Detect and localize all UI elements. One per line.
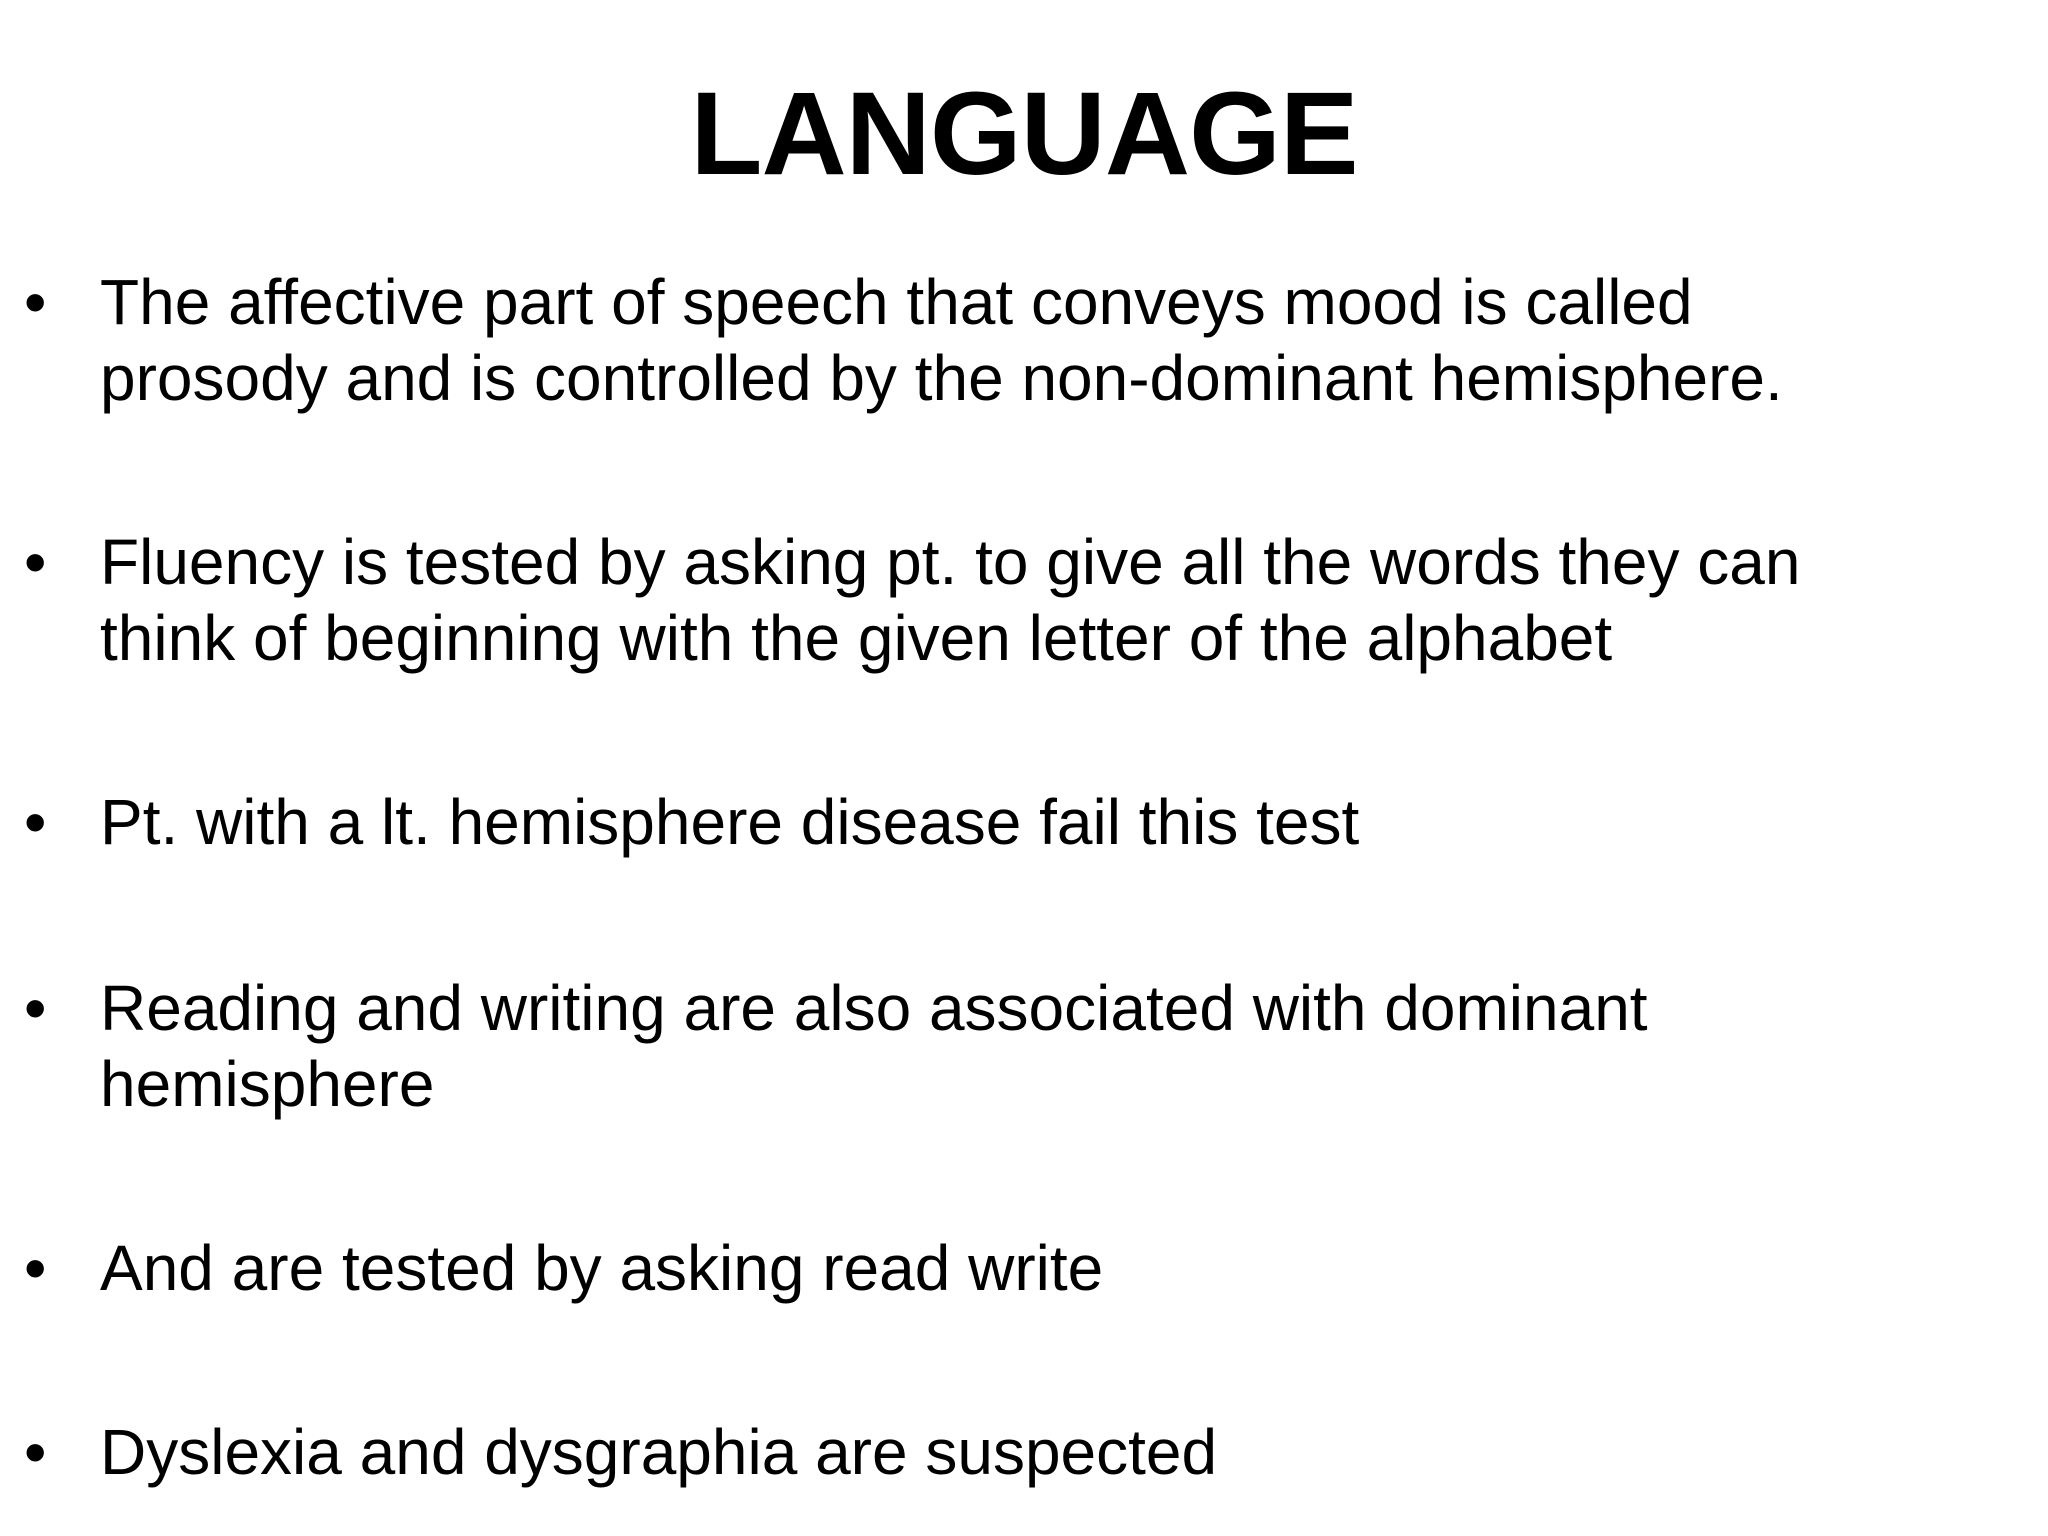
bullet-icon: • — [24, 526, 47, 598]
bullet-text: Pt. with a lt. hemisphere disease fail this test — [100, 786, 1360, 858]
bullet-text: Fluency is tested by asking pt. to give all the words they can think of beginning with the given letter of the alphabet — [100, 526, 1801, 674]
bullet-text: Reading and writing are also associated with dominant hemisphere — [100, 972, 1648, 1120]
bullet-text: And are tested by asking read write — [100, 1232, 1104, 1304]
bullet-icon: • — [24, 1232, 47, 1304]
slide-title: LANGUAGE — [690, 68, 1358, 200]
bullet-icon: • — [24, 786, 47, 858]
bullet-icon: • — [24, 972, 47, 1044]
bullet-icon: • — [24, 266, 47, 338]
bullet-text: Dyslexia and dysgraphia are suspected — [100, 1416, 1218, 1488]
bullet-text: The affective part of speech that conveys mood is called prosody and is controlled by the non-dominant hemisphere. — [100, 266, 1783, 414]
bullet-icon: • — [24, 1416, 47, 1488]
